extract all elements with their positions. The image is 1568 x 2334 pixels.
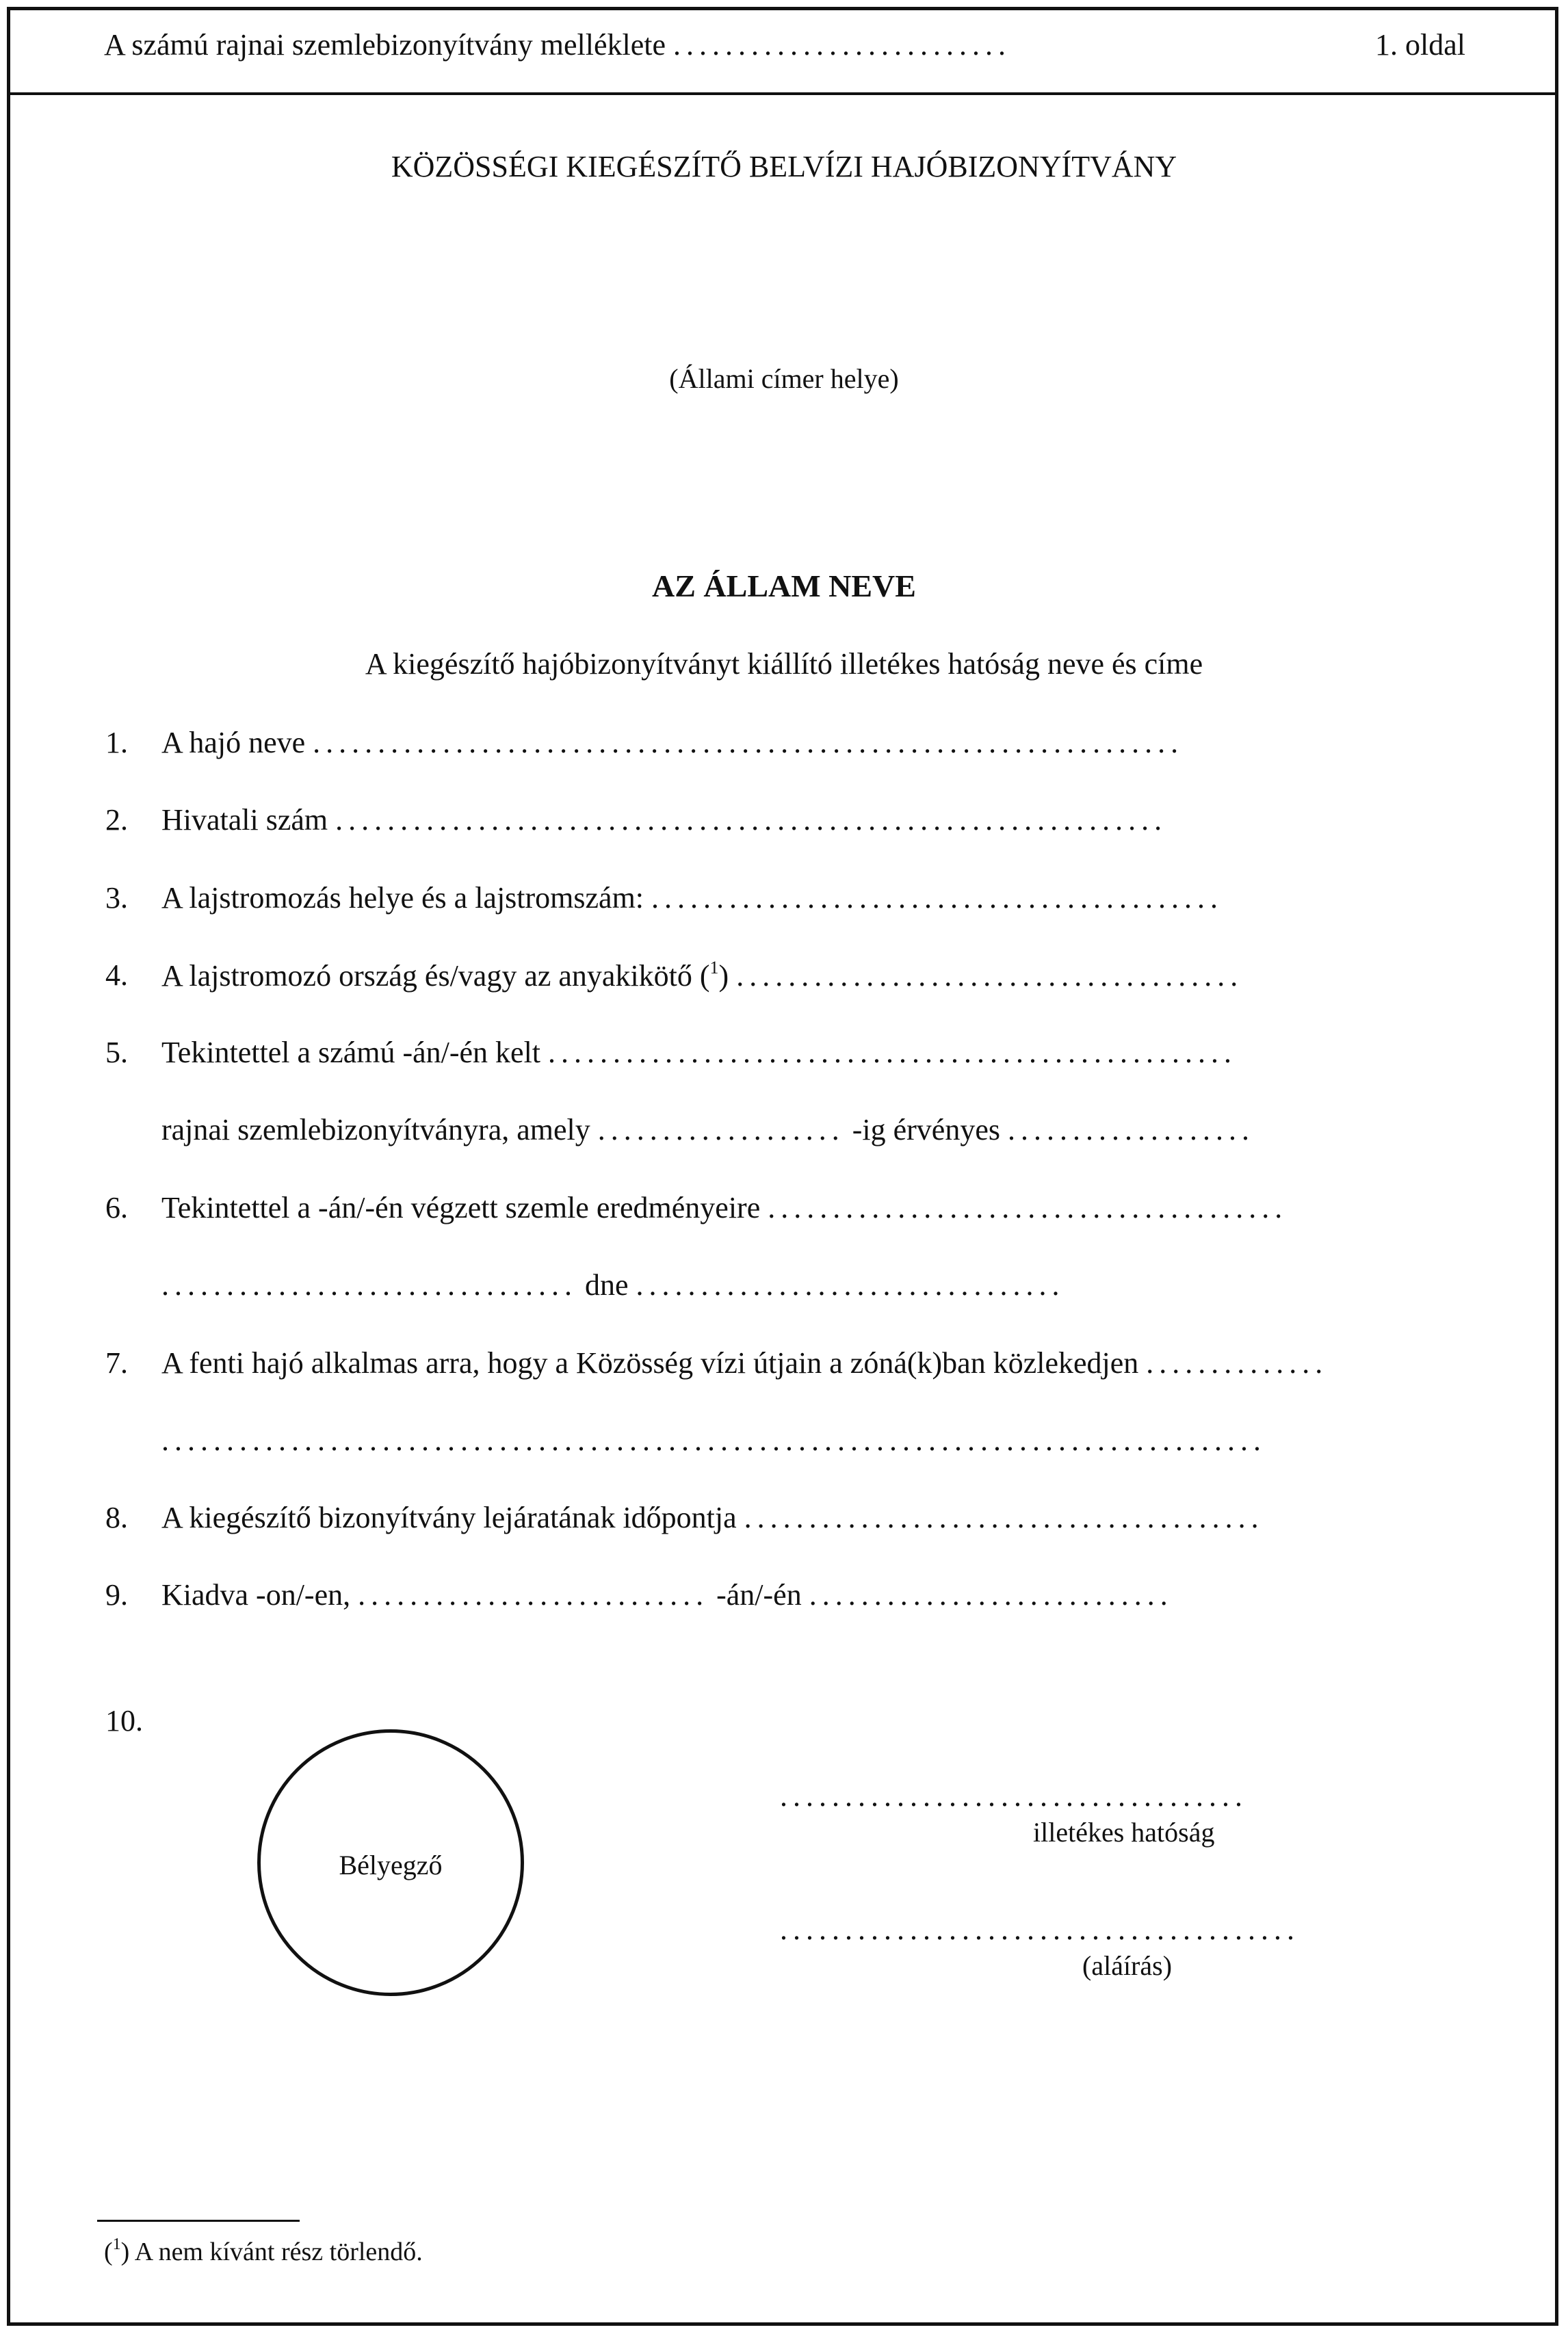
item-4-field: A lajstromozó ország és/vagy az anyakikötő ($^1$) ....................................... <box>161 958 1244 993</box>
item-1-field: A hajó neve ................................................................... <box>161 726 1184 759</box>
item-9-field: Kiadva -on/-en, ........................... -án/-én ............................ <box>161 1578 1173 1612</box>
item-9-number: 9. <box>105 1578 128 1612</box>
state-name: AZ ÁLLAM NEVE <box>652 568 916 603</box>
item-3-field: A lajstromozás helye és a lajstromszám: ............................................ <box>161 881 1224 915</box>
item-10-number: 10. <box>105 1704 143 1738</box>
header-page-number: 1. oldal <box>1375 28 1465 62</box>
footnote: ($^1$) A nem kívánt rész törlendő. <box>104 2235 423 2266</box>
item-7-field: A fenti hajó alkalmas arra, hogy a Közösség vízi útjain a zóná(k)ban közlekedjen .............. <box>161 1346 1329 1380</box>
item-2-number: 2. <box>105 803 128 837</box>
item-7-number: 7. <box>105 1346 128 1380</box>
item-8-field: A kiegészítő bizonyítvány lejáratának időpontja ........................................ <box>161 1501 1264 1534</box>
coat-of-arms-placeholder: (Állami címer helye) <box>669 363 899 394</box>
stamp-label: Bélyegző <box>339 1850 443 1880</box>
authority-label: illetékes hatóság <box>1033 1817 1215 1848</box>
item-6-continuation: ................................ dne ................................. <box>161 1268 1065 1302</box>
item-6-number: 6. <box>105 1191 128 1224</box>
item-8-number: 8. <box>105 1501 128 1534</box>
authority-line: A kiegészítő hajóbizonyítványt kiállító illetékes hatóság neve és címe <box>365 647 1203 681</box>
item-5-number: 5. <box>105 1036 128 1069</box>
authority-dots: .................................... <box>780 1779 1248 1813</box>
item-3-number: 3. <box>105 881 128 915</box>
document-title: KÖZÖSSÉGI KIEGÉSZÍTŐ BELVÍZI HAJÓBIZONYÍTVÁNY <box>391 150 1177 183</box>
item-5-field: Tekintettel a számú -án/-én kelt ..................................................... <box>161 1036 1238 1069</box>
item-2-field: Hivatali szám ................................................................ <box>161 803 1168 837</box>
item-6-field: Tekintettel a -án/-én végzett szemle eredményeire ........................................ <box>161 1191 1288 1224</box>
item-1-number: 1. <box>105 726 128 759</box>
stamp-circle <box>257 1729 524 1996</box>
footnote-reference: 1 <box>709 958 719 978</box>
item-4-number: 4. <box>105 958 128 992</box>
item-5-continuation: rajnai szemlebizonyítványra, amely ................... -ig érvényes ................... <box>161 1113 1255 1146</box>
document-frame <box>7 7 1558 2326</box>
header-annex-title: A számú rajnai szemlebizonyítvány melléklete .......................... <box>104 28 1012 62</box>
signature-dots: ........................................ <box>780 1913 1300 1946</box>
signature-label: (aláírás) <box>1082 1950 1173 1981</box>
footnote-rule <box>97 2220 300 2222</box>
item-7-continuation: ..................................................................................... <box>161 1424 1266 1457</box>
